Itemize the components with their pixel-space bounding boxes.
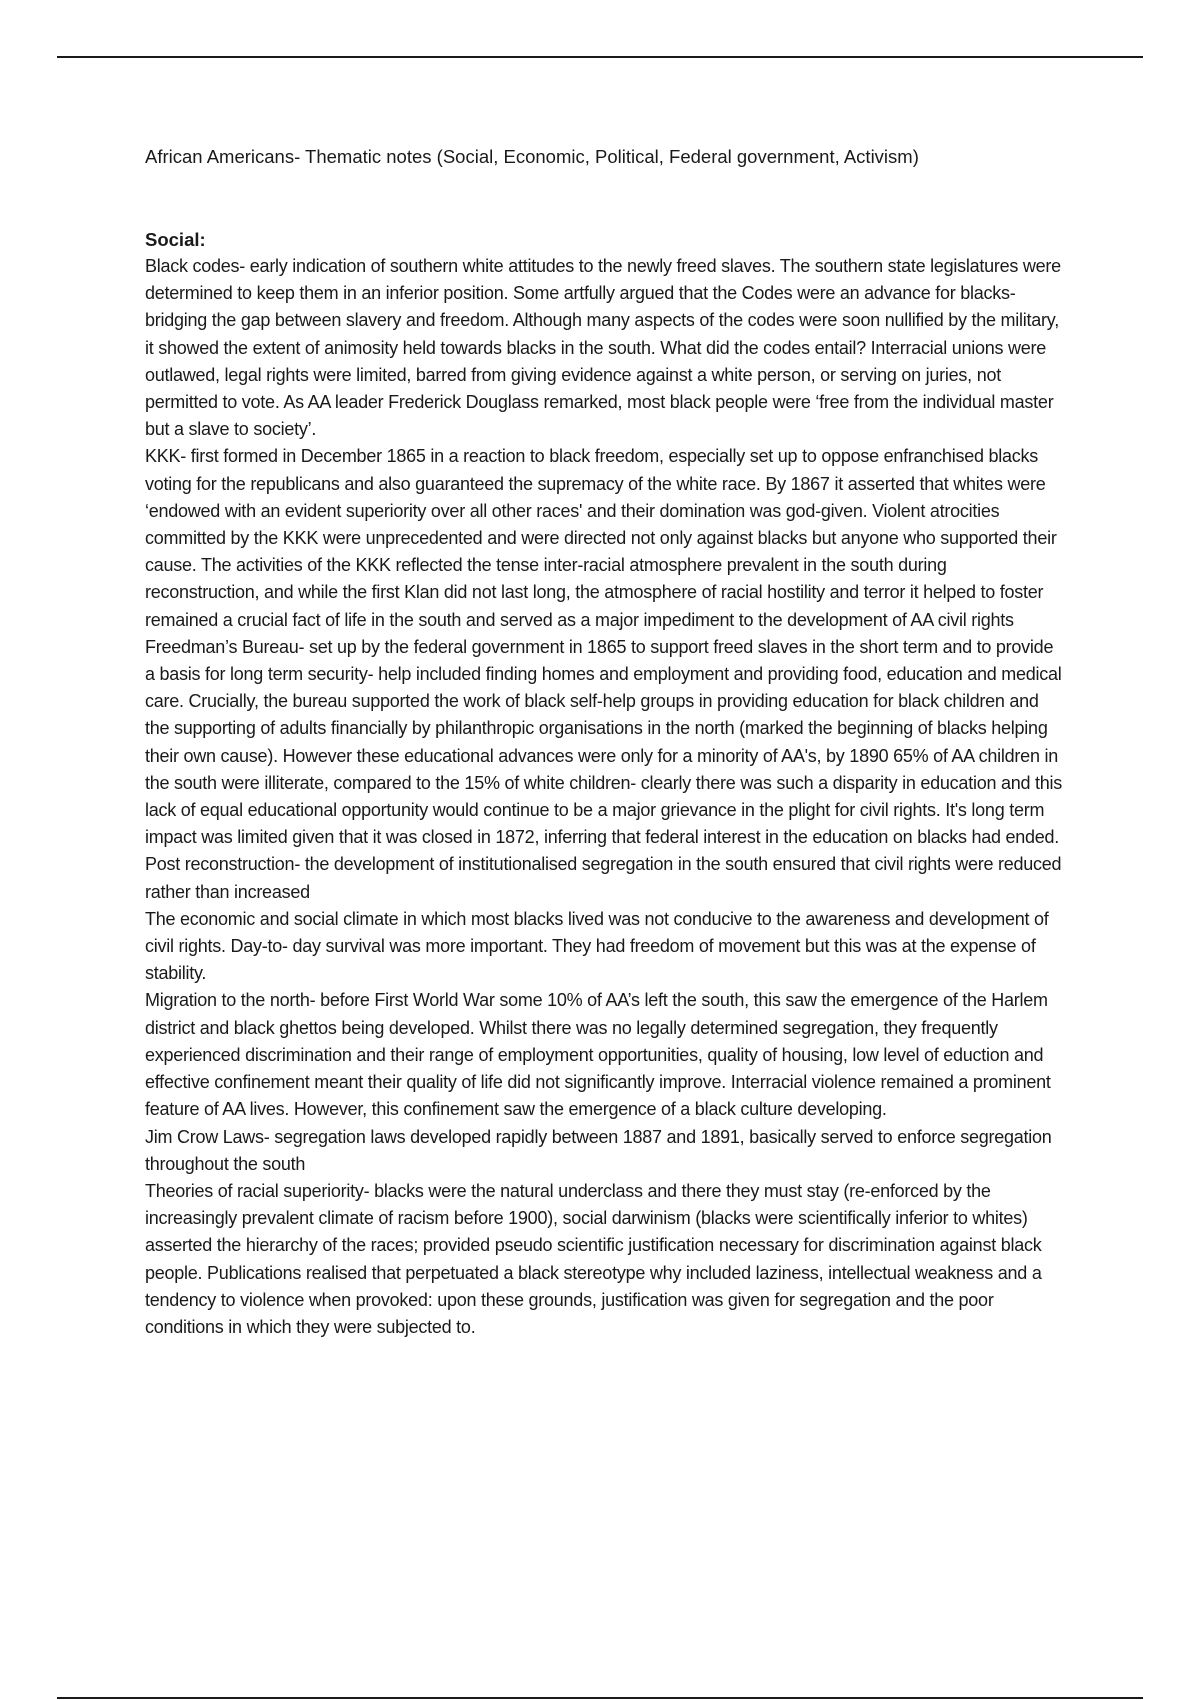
paragraph-kkk: KKK- first formed in December 1865 in a reaction to black freedom, especially set up to oppose enfranchised blacks voting for the republicans and also guaranteed the supremacy of the white race. By 1867 it asserted that whites were ‘endowed with an evident superiority over all other races' and their domination was god-given. Violent atrocities committed by the KKK were unprecedented and were directed not only against blacks but anyone who supported their cause. The activities of the KKK reflected the tense inter-racial atmosphere prevalent in the south during reconstruction, and while the first Klan did not last long, the atmosphere of racial hostility and terror it helped to foster remained a crucial fact of life in the south and served as a major impediment to the development of AA civil rights: [145, 446, 1057, 630]
top-rule: [57, 56, 1143, 58]
document-title: African Americans- Thematic notes (Social, Economic, Political, Federal government, Activism): [145, 146, 919, 167]
paragraph-racial-superiority: Theories of racial superiority- blacks were the natural underclass and there they must stay (re-enforced by the increasingly prevalent climate of racism before 1900), social darwinism (blacks were scientifically inferior to whites) asserted the hierarchy of the races; provided pseudo scientific justification necessary for discrimination against black people. Publications realised that perpetuated a black stereotype why included laziness, intellectual weakness and a tendency to violence when provoked: upon these grounds, justification was given for segregation and the poor conditions in which they were subjected to.: [145, 1180, 1042, 1337]
paragraph-black-codes: Black codes- early indication of southern white attitudes to the newly freed slaves. The southern state legislatures were determined to keep them in an inferior position. Some artfully argued that the Codes were an advance for blacks- bridging the gap between slavery and freedom. Although many aspects of the codes were soon nullified by the military, it showed the extent of animosity held towards blacks in the south. What did the codes entail? Interracial unions were outlawed, legal rights were limited, barred from giving evidence against a white person, or serving on juries, not permitted to vote. As AA leader Frederick Douglass remarked, most black people were ‘free from the individual master but a slave to society’.: [145, 256, 1061, 440]
document-body: [145, 143, 1065, 1341]
paragraph-jim-crow-laws: Jim Crow Laws- segregation laws developed rapidly between 1887 and 1891, basically served to enforce segregation throughout the south: [145, 1126, 1052, 1174]
section-heading-social: Social:: [145, 229, 206, 250]
paragraph-freedmans-bureau: Freedman’s Bureau- set up by the federal government in 1865 to support freed slaves in the short term and to provide a basis for long term security- help included finding homes and employment and providing food, education and medical care. Crucially, the bureau supported the work of black self-help groups in providing education for black children and the supporting of adults financially by philanthropic organisations in the north (marked the beginning of blacks helping their own cause). However these educational advances were only for a minority of AA's, by 1890 65% of AA children in the south were illiterate, compared to the 15% of white children- clearly there was such a disparity in education and this lack of equal educational opportunity would continue to be a major grievance in the plight for civil rights. It's long term impact was limited given that it was closed in 1872, inferring that federal interest in the education on blacks had ended.: [145, 636, 1063, 848]
paragraph-migration-north: Migration to the north- before First World War some 10% of AA’s left the south, this saw the emergence of the Harlem district and black ghettos being developed. Whilst there was no legally determined segregation, they frequently experienced discrimination and their range of employment opportunities, quality of housing, low level of eduction and effective confinement meant their quality of life did not significantly improve. Interracial violence remained a prominent feature of AA lives. However, this confinement saw the emergence of a black culture developing.: [145, 990, 1051, 1120]
bottom-rule: [57, 1697, 1143, 1699]
paragraph-post-reconstruction: Post reconstruction- the development of institutionalised segregation in the south ensured that civil rights were reduced rather than increased: [145, 854, 1062, 902]
paragraph-economic-social-climate: The economic and social climate in which most blacks lived was not conducive to the awareness and development of civil rights. Day-to- day survival was more important. They had freedom of movement but this was at the expense of stability.: [145, 908, 1049, 984]
